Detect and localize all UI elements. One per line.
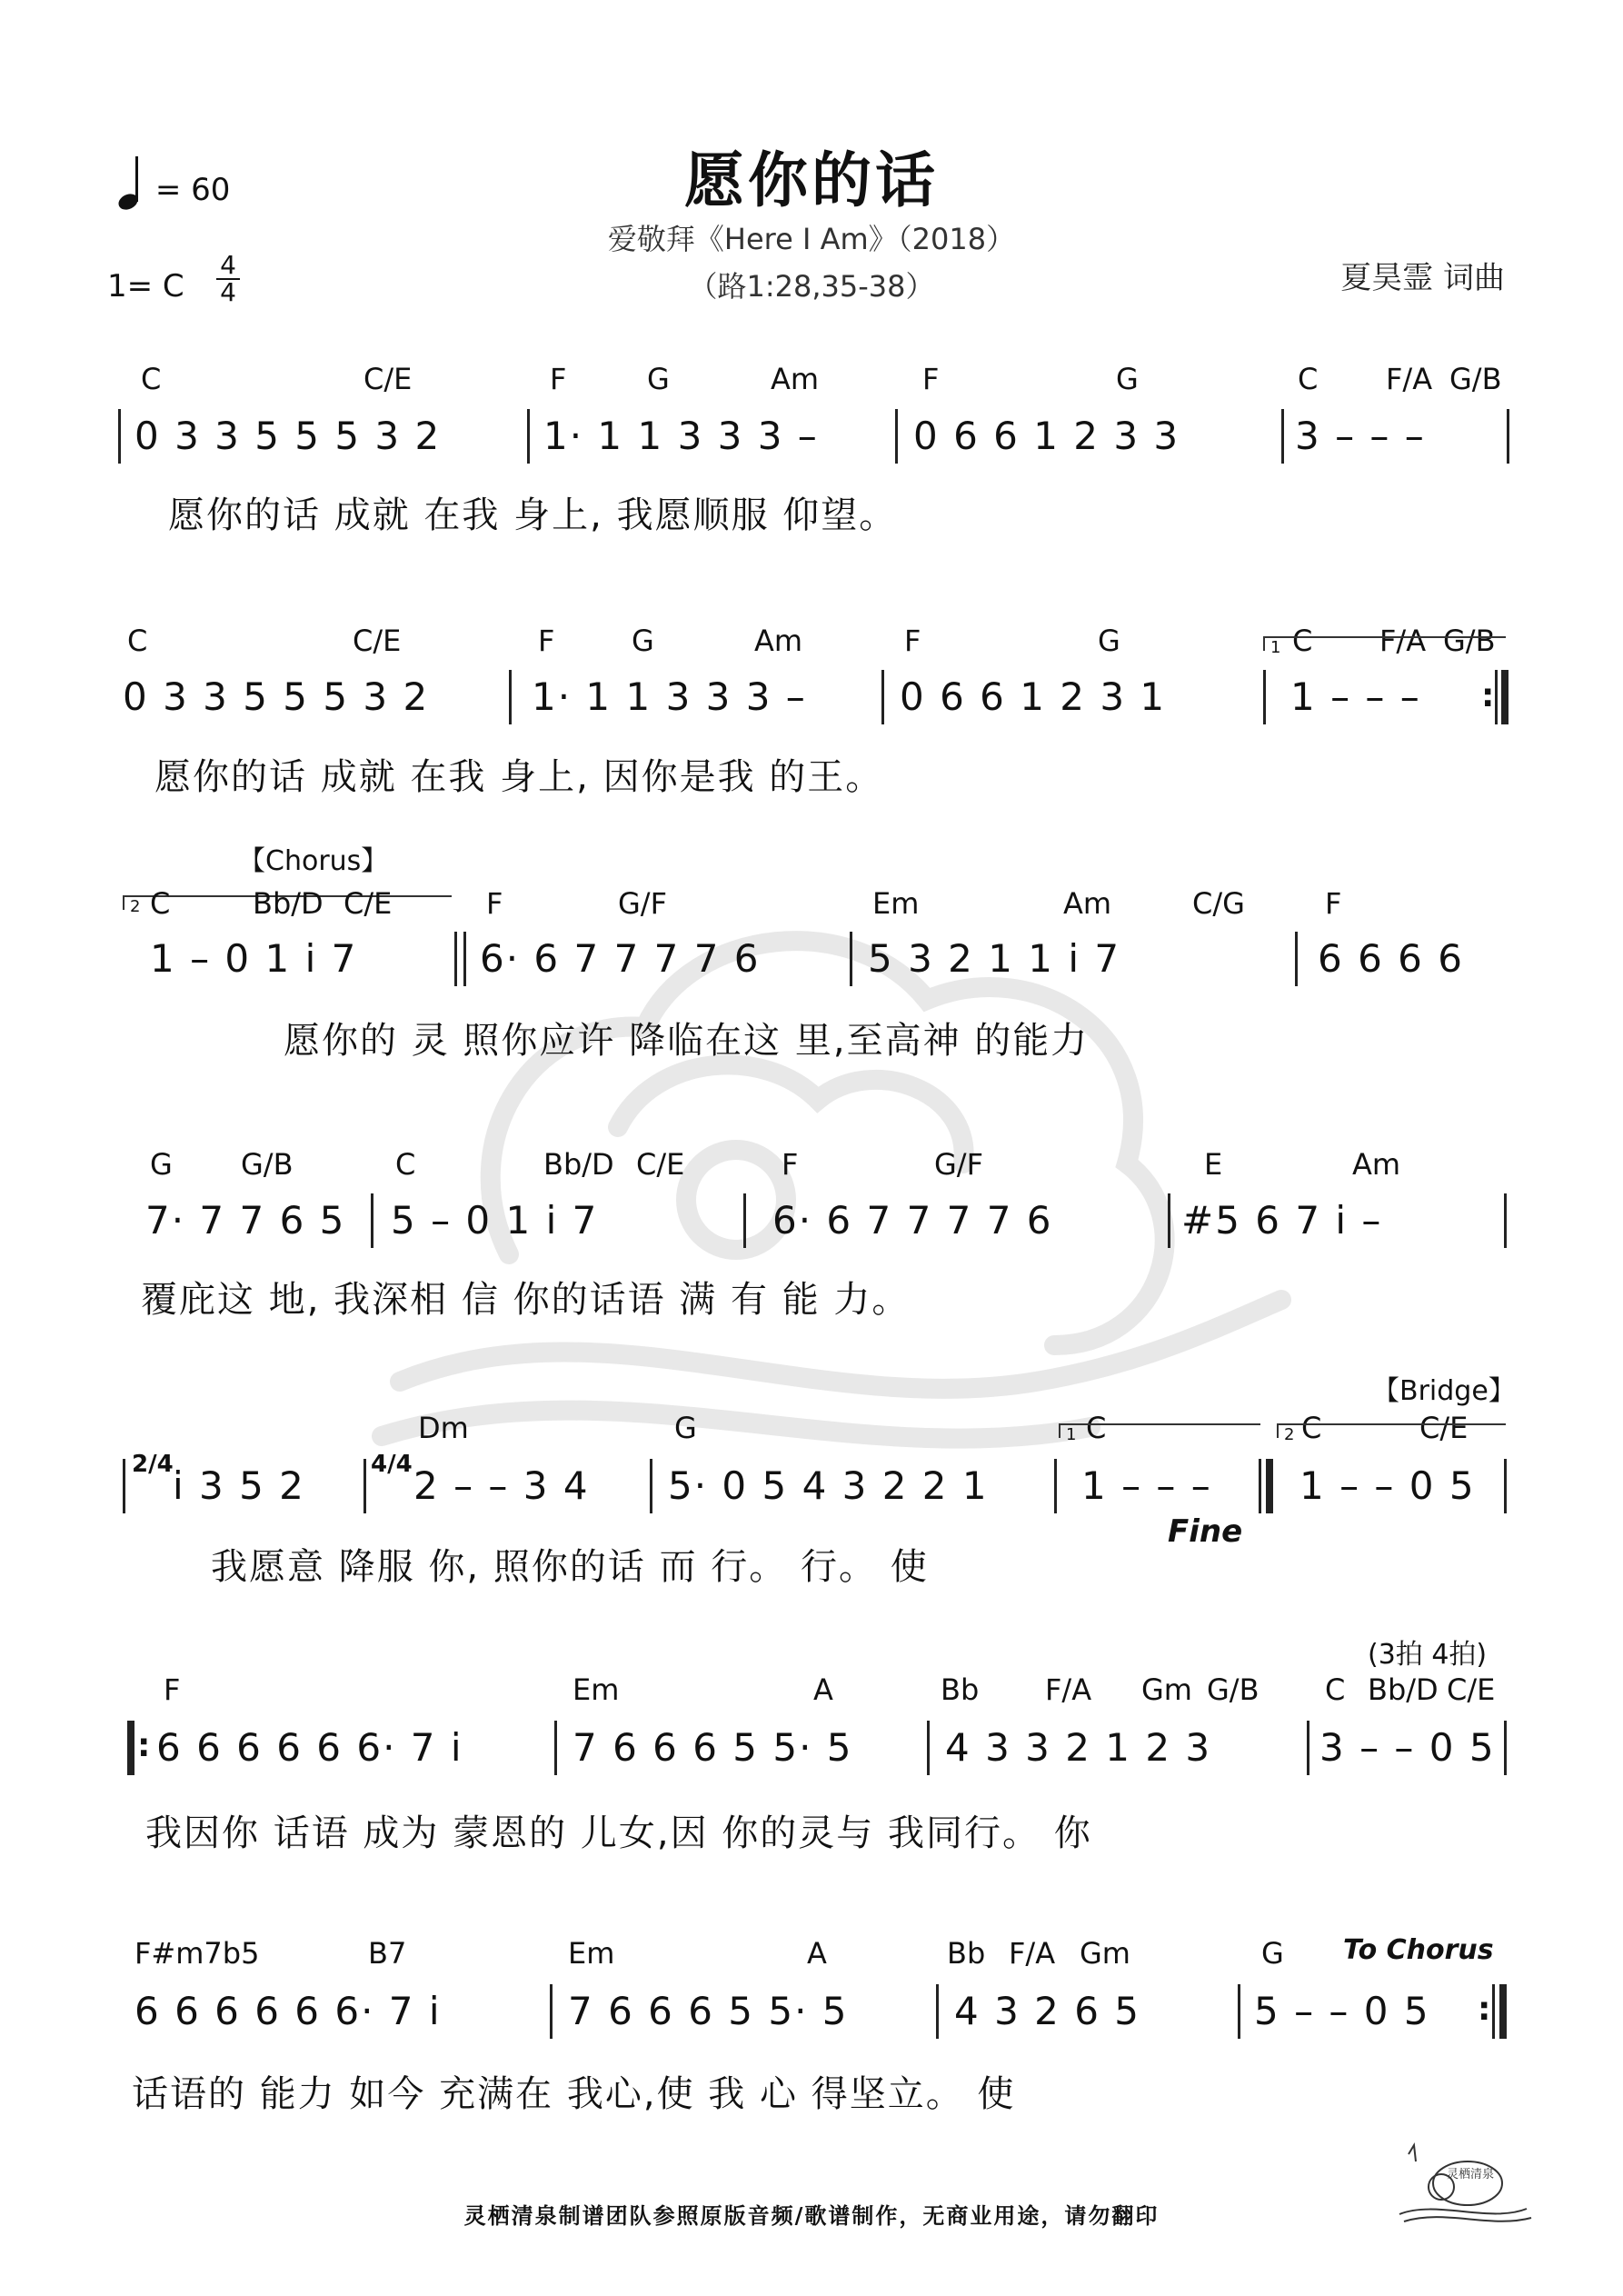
- chord: Gm: [1080, 1936, 1130, 1971]
- beat-note: (3拍 4拍): [1368, 1639, 1488, 1671]
- first-ending-bracket: 1: [1263, 636, 1506, 651]
- chord: A: [807, 1936, 827, 1971]
- chord: G: [674, 1411, 697, 1445]
- song-title: 愿你的话: [684, 145, 939, 215]
- chord: Gm: [1141, 1672, 1192, 1707]
- tempo-value: = 60: [154, 172, 231, 208]
- chord: Em: [872, 886, 920, 921]
- chord: Em: [573, 1672, 620, 1707]
- chord: C: [1301, 1411, 1322, 1445]
- chord: Bb/D: [253, 886, 324, 921]
- measure-notes: 6 6 6 6 6 6· 7 i: [134, 1989, 442, 2033]
- chord: C: [1298, 362, 1319, 396]
- chord: F: [904, 624, 921, 658]
- measure-notes: 6· 6 7 7 7 7 6: [480, 936, 761, 981]
- lyric-line: 愿你的话 成就 在我 身上, 因你是我 的王。: [154, 756, 884, 798]
- lyric-line: 我愿意 降服 你, 照你的话 而 行。 行。 使: [211, 1546, 929, 1588]
- chord: G/B: [1449, 362, 1502, 396]
- second-ending-bracket: 2: [1277, 1423, 1506, 1438]
- section-label: 【Chorus】: [238, 845, 389, 877]
- chord: G: [1116, 362, 1139, 396]
- chord: C/E: [636, 1147, 685, 1182]
- chord: Dm: [418, 1411, 469, 1445]
- section-label: 【Bridge】: [1372, 1375, 1516, 1407]
- chord: C: [1325, 1672, 1346, 1707]
- chord: Bb/D: [543, 1147, 614, 1182]
- chord: A: [813, 1672, 833, 1707]
- chord: Am: [754, 624, 803, 658]
- measure-notes: 0 3 3 5 5 5 3 2: [134, 414, 442, 458]
- chord: F: [922, 362, 940, 396]
- measure-notes: 0 6 6 1 2 3 3: [913, 414, 1180, 458]
- chord: C: [127, 624, 148, 658]
- time-signature-bottom: 4: [220, 277, 236, 307]
- measure-notes: 0 6 6 1 2 3 1: [900, 674, 1167, 719]
- chord: F/A: [1386, 362, 1433, 396]
- measure-notes: 1 – – –: [1081, 1463, 1212, 1508]
- tempo-marking: [118, 155, 230, 209]
- measure-notes: 5 – – 0 5: [1254, 1989, 1430, 2033]
- chord: Am: [771, 362, 820, 396]
- lyric-line: 话语的 能力 如今 充满在 我心,使 我 心 得坚立。 使: [132, 2073, 1016, 2115]
- lyric-line: 愿你的话 成就 在我 身上, 我愿顺服 仰望。: [168, 494, 898, 536]
- chord: C/G: [1192, 886, 1245, 921]
- chord: B7: [368, 1936, 407, 1971]
- measure-notes: 6· 6 7 7 7 7 6: [772, 1198, 1053, 1243]
- measure-notes: 4 3 2 6 5: [954, 1989, 1141, 2033]
- measure-notes: 1· 1 1 3 3 3 –: [543, 414, 819, 458]
- chord: Bb: [947, 1936, 986, 1971]
- lyric-line: 覆庇这 地, 我深相 信 你的话语 满 有 能 力。: [141, 1279, 911, 1321]
- chord: G: [647, 362, 670, 396]
- measure-notes: 5 – 0 1 i 7: [391, 1198, 599, 1243]
- copyright-footer: 灵栖清泉制谱团队参照原版音频/歌谱制作，无商业用途，请勿翻印: [463, 2202, 1160, 2229]
- fine-marker: Fine: [1168, 1513, 1243, 1550]
- chord: G: [1098, 624, 1120, 658]
- chord: Am: [1063, 886, 1112, 921]
- chord: C: [1086, 1411, 1107, 1445]
- chord: F: [1325, 886, 1342, 921]
- repeat-dots: :: [137, 1727, 151, 1764]
- chord: C: [1292, 624, 1313, 658]
- measure-notes: 1 – – –: [1290, 674, 1421, 719]
- chord: G/B: [1443, 624, 1496, 658]
- chord: G/F: [618, 886, 667, 921]
- measure-notes: 0 3 3 5 5 5 3 2: [123, 674, 430, 719]
- chord: F: [164, 1672, 181, 1707]
- logo-text: 灵栖清泉: [1446, 2168, 1495, 2181]
- chord: Em: [568, 1936, 615, 1971]
- measure-notes: 5 3 2 1 1 i 7: [868, 936, 1121, 981]
- chord: C/E: [344, 886, 393, 921]
- chord: G/B: [241, 1147, 294, 1182]
- chord: C/E: [1419, 1411, 1469, 1445]
- measure-notes: 7 6 6 6 5 5· 5: [573, 1725, 853, 1770]
- measure-notes: 6 6 6 6 6 6· 7 i: [156, 1725, 463, 1770]
- chord: G: [150, 1147, 173, 1182]
- first-ending-bracket: 1: [1059, 1423, 1260, 1438]
- measure-notes: 6 6 6 6: [1318, 936, 1464, 981]
- chord: F/A: [1379, 624, 1427, 658]
- chord: F: [486, 886, 503, 921]
- time-signature-change: 2/4: [132, 1451, 174, 1478]
- chord: G/F: [934, 1147, 983, 1182]
- chord: F: [782, 1147, 799, 1182]
- chord: F: [550, 362, 567, 396]
- composer-credit: 夏昊霊 词曲: [1340, 260, 1505, 296]
- quarter-note-icon: [118, 155, 145, 209]
- time-signature: [216, 250, 240, 307]
- chord: C: [150, 886, 171, 921]
- album-subtitle: 爱敬拜《Here I Am》（2018）: [607, 222, 1016, 256]
- measure-notes: 1 – 0 1 i 7: [150, 936, 358, 981]
- chord: C/E: [353, 624, 402, 658]
- repeat-dots: :: [1481, 677, 1495, 714]
- chord: F#m7b5: [134, 1936, 260, 1971]
- chord: E: [1204, 1147, 1223, 1182]
- chord: C: [141, 362, 162, 396]
- scripture-reference: （路1:28,35-38）: [688, 269, 935, 304]
- measure-notes: 7· 7 7 6 5: [145, 1198, 346, 1243]
- measure-notes: 7 6 6 6 5 5· 5: [568, 1989, 849, 2033]
- chord: C/E: [1447, 1672, 1496, 1707]
- measure-notes: 2 – – 3 4: [413, 1463, 590, 1508]
- second-ending-bracket: 2: [123, 895, 452, 910]
- measure-notes: #5 6 7 i –: [1181, 1198, 1383, 1243]
- to-chorus-marker: To Chorus: [1343, 1934, 1494, 1966]
- chord: F/A: [1009, 1936, 1056, 1971]
- chord: G: [632, 624, 654, 658]
- measure-notes: 3 – – –: [1295, 414, 1426, 458]
- chord: C: [395, 1147, 416, 1182]
- measure-notes: 1 – – 0 5: [1299, 1463, 1476, 1508]
- sheep-logo-icon: [1390, 2136, 1536, 2227]
- chord: C/E: [363, 362, 413, 396]
- chord: G: [1261, 1936, 1284, 1971]
- chord: F: [538, 624, 555, 658]
- chord: G/B: [1207, 1672, 1260, 1707]
- measure-notes: 3 – – 0 5: [1319, 1725, 1496, 1770]
- repeat-dots: :: [1478, 1991, 1491, 2028]
- measure-notes: 4 3 3 2 1 2 3: [945, 1725, 1212, 1770]
- lyric-line: 愿你的 灵 照你应许 降临在这 里,至高神 的能力: [284, 1020, 1090, 1062]
- chord: Bb: [941, 1672, 980, 1707]
- measure-notes: 5· 0 5 4 3 2 2 1: [668, 1463, 989, 1508]
- measure-notes: 1· 1 1 3 3 3 –: [532, 674, 807, 719]
- chord: F/A: [1045, 1672, 1092, 1707]
- chord: Bb/D: [1368, 1672, 1439, 1707]
- measure-notes: i 3 5 2: [173, 1463, 305, 1508]
- time-signature-top: 4: [220, 250, 236, 280]
- lyric-line: 我因你 话语 成为 蒙恩的 儿女,因 你的灵与 我同行。 你: [145, 1812, 1092, 1854]
- chord: Am: [1352, 1147, 1401, 1182]
- key-signature: 1= C: [107, 268, 184, 304]
- time-signature-change: 4/4: [371, 1451, 413, 1478]
